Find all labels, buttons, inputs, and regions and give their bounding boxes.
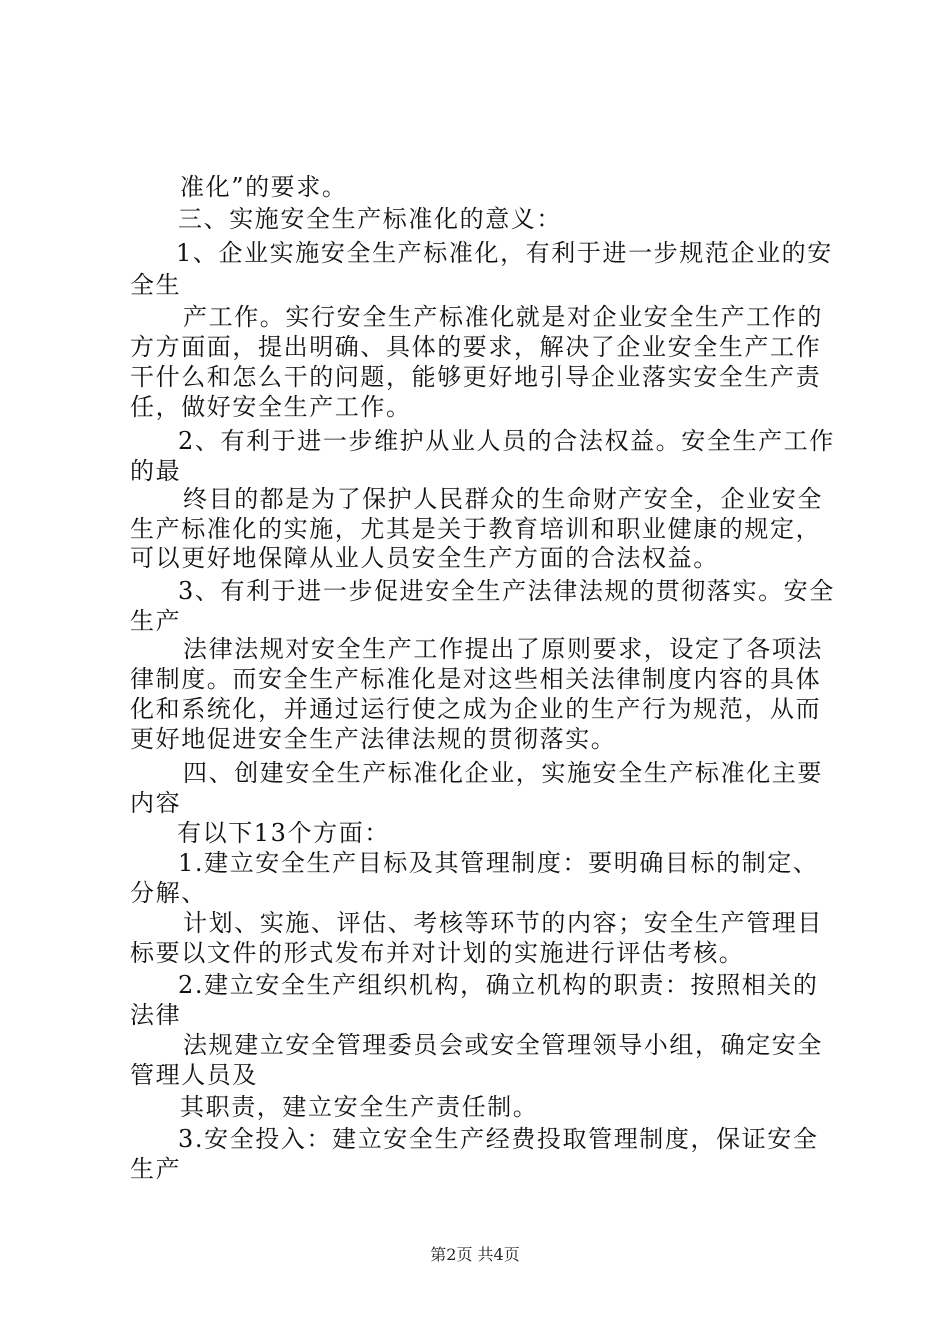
body-line: 生产 [130,1155,182,1183]
body-line: 1、企业实施安全生产标准化，有利于进一步规范企业的安 [176,239,833,267]
page-number: 第2页 共4页 [430,1245,520,1264]
list-item: 1.建立安全生产目标及其管理制度：要明确目标的制定、 [178,849,819,877]
section-heading: 三、实施安全生产标准化的意义： [178,205,562,233]
body-line: 计划、实施、评估、考核等环节的内容；安全生产管理目 [183,909,823,937]
body-line: 产工作。实行安全生产标准化就是对企业安全生产工作的 [183,303,823,331]
body-line: 分解、 [130,879,207,907]
body-line: 有以下13个方面： [177,819,390,847]
body-line: 法律 [130,1001,182,1029]
body-line: 其职责，建立安全生产责任制。 [180,1093,539,1121]
body-line: 3、有利于进一步促进安全生产法律法规的贯彻落实。安全 [178,577,835,605]
body-line: 生产标准化的实施，尤其是关于教育培训和职业健康的规定， [130,515,822,543]
body-line: 干什么和怎么干的问题，能够更好地引导企业落实安全生产责 [130,363,822,391]
body-line: 方方面面，提出明确、具体的要求，解决了企业安全生产工作 [130,333,822,361]
body-line: 可以更好地保障从业人员安全生产方面的合法权益。 [130,544,719,572]
body-line: 的最 [130,457,182,485]
list-item: 3.安全投入：建立安全生产经费投取管理制度，保证安全 [178,1125,819,1153]
body-line: 管理人员及 [130,1061,258,1089]
body-line: 终目的都是为了保护人民群众的生命财产安全，企业安全 [183,485,823,513]
body-line: 生产 [130,607,182,635]
body-line: 律制度。而安全生产标准化是对这些相关法律制度内容的具体 [130,665,822,693]
body-line: 准化”的要求。 [180,173,348,201]
body-line: 法律法规对安全生产工作提出了原则要求，设定了各项法 [183,635,823,663]
body-line: 更好地促进安全生产法律法规的贯彻落实。 [130,725,617,753]
body-line: 2、有利于进一步维护从业人员的合法权益。安全生产工作 [178,427,835,455]
list-item: 2.建立安全生产组织机构，确立机构的职责：按照相关的 [178,971,819,999]
body-line: 化和系统化，并通过运行使之成为企业的生产行为规范，从而 [130,695,822,723]
body-line: 内容 [130,789,182,817]
section-heading: 四、创建安全生产标准化企业，实施安全生产标准化主要 [183,759,823,787]
body-line: 任，做好安全生产工作。 [130,393,412,421]
body-line: 标要以文件的形式发布并对计划的实施进行评估考核。 [130,939,745,967]
body-line: 法规建立安全管理委员会或安全管理领导小组，确定安全 [183,1031,823,1059]
body-line: 全生 [130,271,182,299]
